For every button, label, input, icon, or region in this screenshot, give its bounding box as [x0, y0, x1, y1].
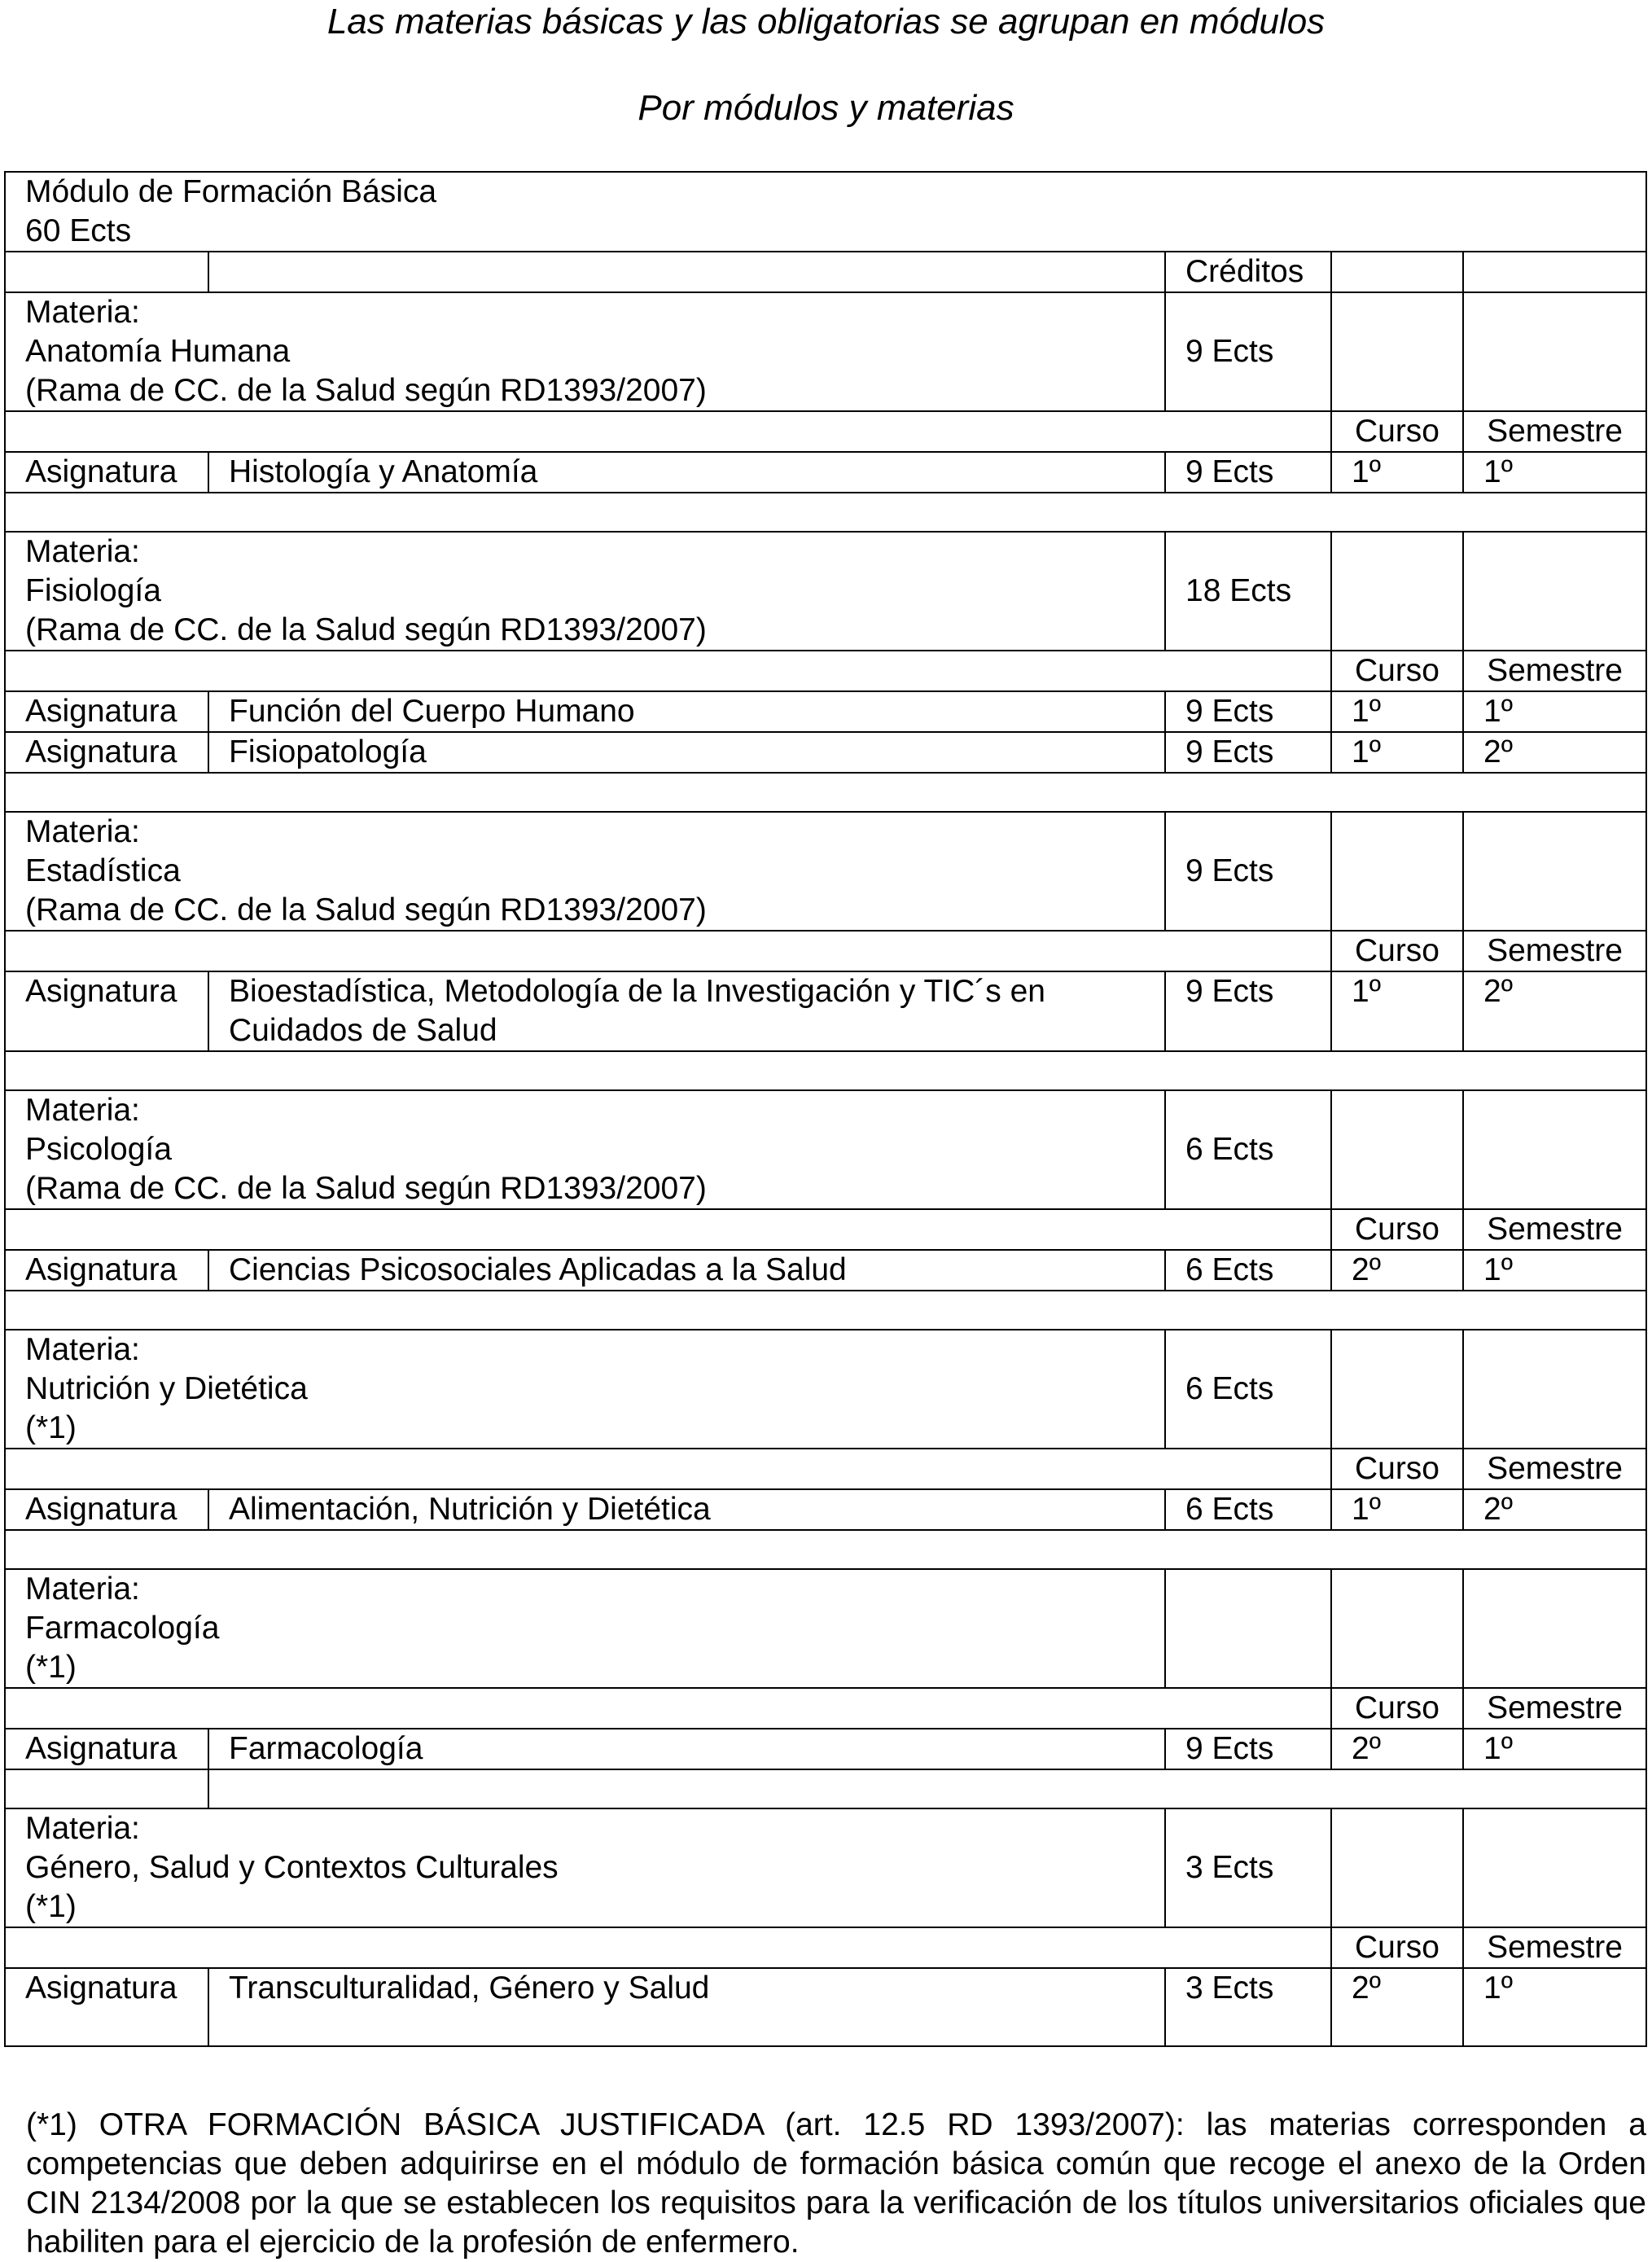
materia-prefix: Materia:	[25, 295, 140, 330]
module-header-cell	[5, 172, 1646, 252]
modules-table-body	[5, 172, 1646, 2046]
asignatura-label: Asignatura	[5, 1489, 208, 1530]
asignatura-semestre: 1º	[1463, 691, 1646, 732]
separator-row	[5, 773, 1646, 812]
asignatura-ects: 9 Ects	[1165, 971, 1331, 1051]
asignatura-ects: 9 Ects	[1165, 1729, 1331, 1769]
materia-row	[5, 1569, 1646, 1688]
semestre-header: Semestre	[1463, 1688, 1646, 1729]
empty-cell	[5, 1530, 1646, 1569]
asignatura-label: Asignatura	[5, 971, 208, 1051]
empty-cell	[1463, 252, 1646, 292]
empty-cell	[1463, 1090, 1646, 1209]
materia-prefix: Materia:	[25, 1332, 140, 1367]
materia-name: Farmacología	[25, 1611, 220, 1646]
empty-cell	[1331, 1090, 1463, 1209]
empty-cell	[1463, 1808, 1646, 1927]
materia-name: Género, Salud y Contextos Culturales	[25, 1850, 559, 1885]
materia-name: Fisiología	[25, 573, 161, 608]
asignatura-label: Asignatura	[5, 1250, 208, 1291]
separator-row	[5, 1051, 1646, 1090]
asignatura-semestre: 1º	[1463, 452, 1646, 493]
modules-table	[4, 171, 1647, 2047]
materia-ects: 6 Ects	[1165, 1330, 1331, 1449]
asignatura-ects: 9 Ects	[1165, 691, 1331, 732]
separator-row	[5, 493, 1646, 532]
asignatura-row	[5, 452, 1646, 493]
materia-note: (*1)	[25, 1410, 77, 1445]
materia-note: (Rama de CC. de la Salud según RD1393/2007)	[25, 1171, 707, 1206]
empty-cell	[1463, 292, 1646, 411]
module-name: Módulo de Formación Básica	[25, 174, 437, 209]
footnote: (*1) OTRA FORMACIÓN BÁSICA JUSTIFICADA (art. 12.5 RD 1393/2007): las materias corresponden a competencias que deben adquirirse en el módulo de formación básica común que recoge el anexo de la Orden CIN 2134/2008 por la que se establecen los requisitos para la verificación de los títulos universitarios oficiales que habiliten para el ejercicio de la profesión de enfermero.	[26, 2107, 1646, 2260]
module-ects: 60 Ects	[25, 213, 132, 248]
empty-cell	[5, 1769, 208, 1808]
asignatura-label: Asignatura	[5, 691, 208, 732]
asignatura-semestre: 2º	[1463, 1489, 1646, 1530]
empty-cell	[5, 411, 1331, 452]
materia-cell	[5, 812, 1165, 931]
materia-name: Psicología	[25, 1132, 172, 1167]
empty-cell	[5, 1209, 1331, 1250]
asignatura-curso: 1º	[1331, 971, 1463, 1051]
materia-note: (*1)	[25, 1889, 77, 1924]
curso-semestre-header-row	[5, 1449, 1646, 1489]
empty-cell	[5, 931, 1331, 971]
curso-semestre-header-row	[5, 1927, 1646, 1968]
asignatura-semestre: 2º	[1463, 971, 1646, 1051]
materia-cell	[5, 1808, 1165, 1927]
materia-name: Estadística	[25, 853, 181, 888]
empty-cell	[1463, 532, 1646, 651]
empty-cell	[1331, 812, 1463, 931]
empty-cell	[1331, 1330, 1463, 1449]
materia-row	[5, 1090, 1646, 1209]
asignatura-row	[5, 732, 1646, 773]
curso-header: Curso	[1331, 931, 1463, 971]
empty-cell	[1463, 1330, 1646, 1449]
materia-row	[5, 1808, 1646, 1927]
materia-ects: 9 Ects	[1165, 292, 1331, 411]
asignatura-semestre: 1º	[1463, 1250, 1646, 1291]
curso-semestre-header-row	[5, 411, 1646, 452]
materia-row	[5, 1330, 1646, 1449]
semestre-header: Semestre	[1463, 651, 1646, 691]
curso-header: Curso	[1331, 1927, 1463, 1968]
empty-cell	[5, 1291, 1646, 1330]
materia-cell	[5, 532, 1165, 651]
asignatura-ects: 3 Ects	[1165, 1968, 1331, 2046]
materia-note: (*1)	[25, 1650, 77, 1685]
asignatura-row	[5, 971, 1646, 1051]
empty-cell	[5, 773, 1646, 812]
empty-cell	[5, 1927, 1331, 1968]
asignatura-name: Ciencias Psicosociales Aplicadas a la Salud	[208, 1250, 1165, 1291]
module-header-row	[5, 172, 1646, 252]
asignatura-label: Asignatura	[5, 1729, 208, 1769]
curso-header: Curso	[1331, 411, 1463, 452]
materia-cell	[5, 1330, 1165, 1449]
empty-cell	[1463, 1569, 1646, 1688]
asignatura-semestre: 1º	[1463, 1729, 1646, 1769]
curso-semestre-header-row	[5, 931, 1646, 971]
materia-ects	[1165, 1569, 1331, 1688]
asignatura-curso: 1º	[1331, 1489, 1463, 1530]
materia-ects: 18 Ects	[1165, 532, 1331, 651]
credits-header: Créditos	[1165, 252, 1331, 292]
asignatura-name: Transculturalidad, Género y Salud	[208, 1968, 1165, 2046]
materia-cell	[5, 292, 1165, 411]
credits-header-row	[5, 252, 1646, 292]
semestre-header: Semestre	[1463, 411, 1646, 452]
empty-cell	[208, 1769, 1646, 1808]
materia-note: (Rama de CC. de la Salud según RD1393/2007)	[25, 892, 707, 927]
empty-cell	[5, 1051, 1646, 1090]
separator-row	[5, 1769, 1646, 1808]
asignatura-curso: 2º	[1331, 1968, 1463, 2046]
asignatura-label: Asignatura	[5, 452, 208, 493]
asignatura-curso: 1º	[1331, 732, 1463, 773]
curso-semestre-header-row	[5, 1688, 1646, 1729]
separator-row	[5, 1291, 1646, 1330]
asignatura-row	[5, 1250, 1646, 1291]
empty-cell	[208, 252, 1165, 292]
materia-row	[5, 812, 1646, 931]
asignatura-name: Fisiopatología	[208, 732, 1165, 773]
asignatura-curso: 1º	[1331, 452, 1463, 493]
materia-prefix: Materia:	[25, 534, 140, 569]
asignatura-label: Asignatura	[5, 1968, 208, 2046]
asignatura-semestre: 1º	[1463, 1968, 1646, 2046]
asignatura-name: Farmacología	[208, 1729, 1165, 1769]
asignatura-name: Función del Cuerpo Humano	[208, 691, 1165, 732]
curso-header: Curso	[1331, 1688, 1463, 1729]
semestre-header: Semestre	[1463, 931, 1646, 971]
asignatura-ects: 9 Ects	[1165, 732, 1331, 773]
materia-row	[5, 292, 1646, 411]
asignatura-semestre: 2º	[1463, 732, 1646, 773]
empty-cell	[5, 252, 208, 292]
materia-ects: 3 Ects	[1165, 1808, 1331, 1927]
asignatura-ects: 6 Ects	[1165, 1489, 1331, 1530]
asignatura-row	[5, 691, 1646, 732]
empty-cell	[5, 493, 1646, 532]
semestre-header: Semestre	[1463, 1927, 1646, 1968]
materia-note: (Rama de CC. de la Salud según RD1393/2007)	[25, 373, 707, 408]
empty-cell	[5, 651, 1331, 691]
asignatura-name: Histología y Anatomía	[208, 452, 1165, 493]
asignatura-row	[5, 1489, 1646, 1530]
empty-cell	[1331, 532, 1463, 651]
curso-header: Curso	[1331, 1449, 1463, 1489]
materia-prefix: Materia:	[25, 814, 140, 849]
materia-row	[5, 532, 1646, 651]
materia-prefix: Materia:	[25, 1093, 140, 1128]
document-subtitle: Por módulos y materias	[638, 88, 1014, 128]
materia-ects: 9 Ects	[1165, 812, 1331, 931]
materia-cell	[5, 1090, 1165, 1209]
curso-header: Curso	[1331, 651, 1463, 691]
materia-name: Nutrición y Dietética	[25, 1371, 308, 1406]
curso-semestre-header-row	[5, 1209, 1646, 1250]
materia-ects: 6 Ects	[1165, 1090, 1331, 1209]
curso-semestre-header-row	[5, 651, 1646, 691]
asignatura-row	[5, 1729, 1646, 1769]
document-title: Las materias básicas y las obligatorias se agrupan en módulos	[326, 2, 1326, 42]
empty-cell	[1331, 1808, 1463, 1927]
empty-cell	[5, 1449, 1331, 1489]
asignatura-name: Alimentación, Nutrición y Dietética	[208, 1489, 1165, 1530]
semestre-header: Semestre	[1463, 1449, 1646, 1489]
empty-cell	[5, 1688, 1331, 1729]
separator-row	[5, 1530, 1646, 1569]
asignatura-curso: 1º	[1331, 691, 1463, 732]
empty-cell	[1331, 292, 1463, 411]
empty-cell	[1331, 252, 1463, 292]
empty-cell	[1463, 812, 1646, 931]
materia-note: (Rama de CC. de la Salud según RD1393/2007)	[25, 612, 707, 647]
asignatura-name: Bioestadística, Metodología de la Investigación y TIC´s en Cuidados de Salud	[208, 971, 1165, 1051]
asignatura-label: Asignatura	[5, 732, 208, 773]
asignatura-ects: 9 Ects	[1165, 452, 1331, 493]
materia-cell	[5, 1569, 1165, 1688]
materia-prefix: Materia:	[25, 1811, 140, 1846]
materia-prefix: Materia:	[25, 1572, 140, 1607]
asignatura-ects: 6 Ects	[1165, 1250, 1331, 1291]
asignatura-curso: 2º	[1331, 1729, 1463, 1769]
asignatura-row	[5, 1968, 1646, 2046]
empty-cell	[1331, 1569, 1463, 1688]
asignatura-curso: 2º	[1331, 1250, 1463, 1291]
materia-name: Anatomía Humana	[25, 334, 291, 369]
curso-header: Curso	[1331, 1209, 1463, 1250]
semestre-header: Semestre	[1463, 1209, 1646, 1250]
